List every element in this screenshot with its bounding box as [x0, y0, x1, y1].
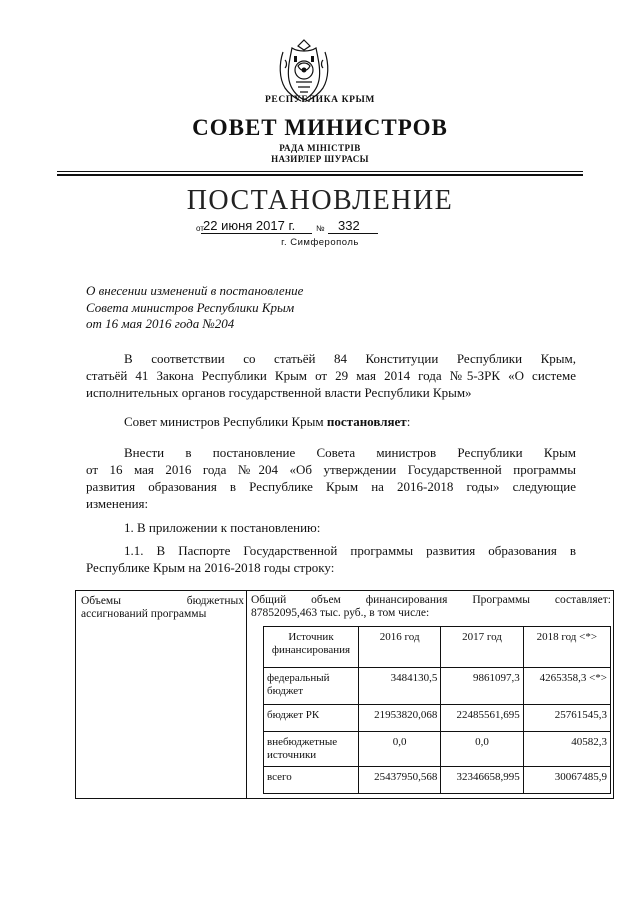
value-cell: 30067485,9 — [523, 767, 610, 794]
passport-value-cell — [247, 591, 614, 799]
value-cell: 4265358,3 <*> — [523, 668, 610, 705]
subject-line: О внесении изменений в постановление — [86, 283, 304, 298]
council-title-ukrainian: РАДА МІНІСТРІВ — [279, 143, 361, 153]
source-cell: бюджет РК — [264, 705, 359, 732]
subject-line: Совета министров Республики Крым — [86, 299, 295, 315]
value-cell: 9861097,3 — [441, 668, 523, 705]
paragraph-line — [86, 413, 576, 430]
number-label: № — [316, 224, 325, 233]
table-row — [264, 668, 611, 705]
decree-city: г. Симферополь — [281, 237, 359, 248]
preamble-paragraph — [86, 350, 576, 401]
source-cell: внебюджетные источники — [264, 732, 359, 767]
total-line: Общий объем финансирования Программы составляет: — [251, 594, 611, 606]
total-line: 87852095,463 тыс. руб., в том числе: — [251, 607, 430, 619]
value-cell: 3484130,5 — [359, 668, 441, 705]
council-title-crimean-tatar: НАЗИРЛЕР ШУРАСЫ — [271, 154, 369, 164]
resolves-text: Совет министров Республики Крым — [124, 414, 327, 429]
total-financing-text — [251, 594, 611, 620]
council-title: СОВЕТ МИНИСТРОВ — [192, 115, 448, 140]
header-rule-thin — [57, 171, 583, 172]
amendment-paragraph — [86, 444, 576, 512]
value-cell: 21953820,068 — [359, 705, 441, 732]
paragraph-line: Республике Крым на 2016-2018 годы строку: — [86, 560, 335, 575]
table-row — [264, 732, 611, 767]
resolves-keyword: постановляет — [326, 414, 407, 429]
decree-date-number-line — [196, 218, 456, 236]
decree-number: 332 — [338, 218, 360, 233]
value-cell: 22485561,695 — [441, 705, 523, 732]
number-underline — [328, 233, 378, 234]
paragraph-line: 1.1. В Паспорте Государственной программы развития образования в — [124, 543, 576, 558]
value-cell: 0,0 — [441, 732, 523, 767]
from-label: от — [196, 224, 204, 233]
paragraph-line: изменения: — [86, 496, 149, 511]
value-cell: 25761545,3 — [523, 705, 610, 732]
paragraph-line: от 16 мая 2016 года №204 «Об утверждении Государственной программы — [86, 462, 576, 477]
header-cell: 2017 год — [441, 627, 523, 668]
paragraph-line: В соответствии со статьёй 84 Конституции Республики Крым, — [124, 351, 576, 366]
passport-label: Объемы бюджетных ассигнований программы — [81, 595, 244, 620]
source-cell: федеральный бюджет — [264, 668, 359, 705]
paragraph-line: 1. В приложении к постановлению: — [124, 520, 321, 535]
value-cell: 25437950,568 — [359, 767, 441, 794]
header-rule-thick — [57, 174, 583, 176]
table-header-row — [264, 627, 611, 668]
passport-label-cell — [76, 591, 247, 799]
item-1-paragraph — [86, 519, 576, 536]
value-cell: 0,0 — [359, 732, 441, 767]
value-cell: 40582,3 — [523, 732, 610, 767]
header-cell: 2018 год <*> — [523, 627, 610, 668]
header-cell: 2016 год — [359, 627, 441, 668]
passport-table — [75, 590, 614, 799]
subject-line: от 16 мая 2016 года №204 — [86, 316, 235, 331]
republic-name: РЕСПУБЛИКА КРЫМ — [265, 95, 375, 105]
value-cell: 32346658,995 — [441, 767, 523, 794]
paragraph-line: развития образования в Республике Крым на 2016-2018 годы» следующие — [86, 479, 576, 494]
header-cell: Источник финансирования — [264, 627, 359, 668]
resolves-paragraph — [86, 413, 576, 430]
item-1-1-paragraph — [86, 542, 576, 576]
source-cell: всего — [264, 767, 359, 794]
decree-subject — [86, 283, 303, 333]
paragraph-line: исполнительных органов государственной власти Республики Крым» — [86, 385, 472, 400]
decree-date: 22 июня 2017 г. — [203, 218, 296, 233]
decree-title: ПОСТАНОВЛЕНИЕ — [186, 185, 454, 216]
paragraph-line: Внести в постановление Совета министров Республики Крым — [124, 445, 576, 460]
table-row — [264, 767, 611, 794]
table-row — [264, 705, 611, 732]
paragraph-line: статьёй 41 Закона Республики Крым от 29 мая 2014 года №5-ЗРК «О системе — [86, 368, 576, 383]
financing-table — [263, 626, 611, 794]
resolves-colon: : — [406, 414, 411, 429]
date-underline — [201, 233, 312, 234]
